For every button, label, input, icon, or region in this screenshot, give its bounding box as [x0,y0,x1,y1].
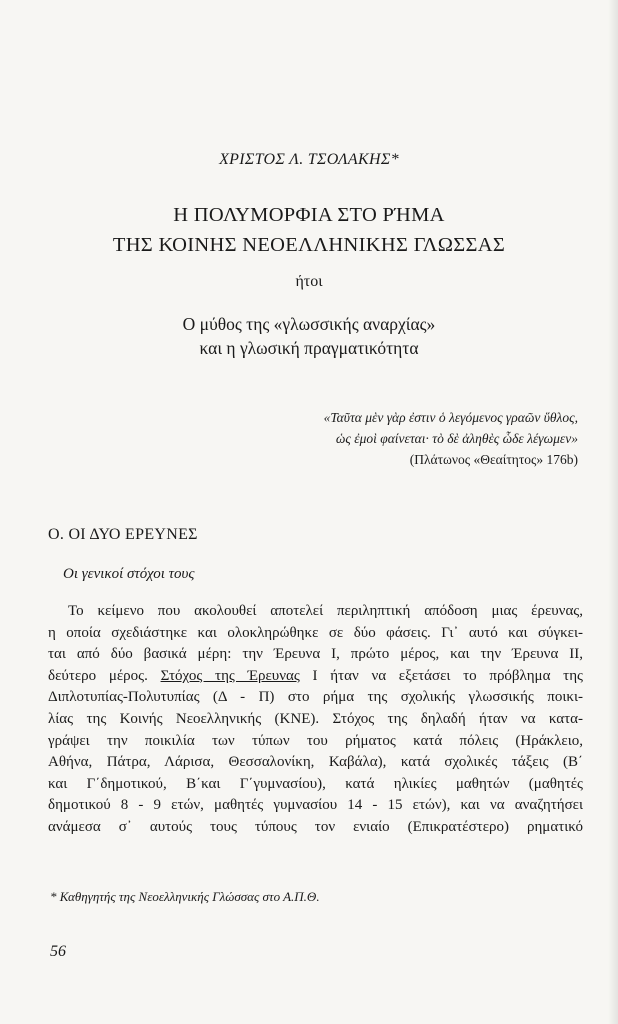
epigraph-line-2: ὡς ἐμοὶ φαίνεται· τὸ δὲ ἀληθὲς ὧδε λέγωμεν» [335,431,578,446]
body-line: γράψει την ποικιλία των τύπων του ρήματος κατά πόλεις (Ηράκλειο, [48,732,583,749]
body-line: δημοτικού 8 - 9 ετών, μαθητές γυμνασίου 14 - 15 ετών), και να αναζητήσει [48,797,583,814]
epigraph-source: (Πλάτωνος «Θεαίτητος» 176b) [409,452,578,467]
section-subheading: Οι γενικοί στόχοι τους [63,566,195,582]
body-line: Διπλοτυπίας-Πολυτυπίας (Δ - Π) στο ρήμα της σχολικής γλωσσικής ποικι- [48,689,583,706]
article-title [0,200,618,260]
body-text-segment: Ι ήταν να εξετάσει το πρόβλημα της [299,667,583,684]
page-number: 56 [50,943,66,960]
epigraph [324,407,578,470]
title-line-1: Η ΠΟΛΥΜΟΡΦΙΑ ΣΤΟ ΡΉΜΑ [173,204,445,226]
body-line: Το κείμενο που ακολουθεί αποτελεί περιληπτική απόδοση μιας έρευνας, [68,603,583,619]
author-name: ΧΡΙΣΤΟΣ Λ. ΤΣΟΛΑΚΗΣ* [219,151,399,168]
body-line: ανάμεσα σ᾿ αυτούς τους τύπους τον ενιαίο (Επικρατέστερο) ρηματικό [48,818,583,835]
title-connector: ήτοι [295,273,323,290]
body-line: λίας της Κοινής Νεοελληνικής (ΚΝΕ). Στόχος της δηλαδή ήταν να κατα- [48,710,583,727]
article-subtitle [0,312,618,360]
subtitle-line-2: και η γλωσική πραγματικότητα [199,338,419,358]
body-line: και Γ΄δημοτικού, Β΄και Γ΄γυμνασίου), κατά ηλικίες μαθητών (μαθητές [48,775,583,792]
body-text-segment: δεύτερο μέρος. [48,667,161,684]
epigraph-line-1: «Ταῦτα μὲν γὰρ ἐστιν ὁ λεγόμενος γραῶν ὕθλος, [323,410,578,425]
body-paragraph [48,601,583,839]
underlined-phrase: Στόχος της Έρευνας [160,667,300,684]
footnote: * Καθηγητής της Νεοελληνικής Γλώσσας στο Α.Π.Θ. [50,889,320,904]
title-line-2: ΤΗΣ ΚΟΙΝΗΣ ΝΕΟΕΛΛΗΝΙΚΗΣ ΓΛΩΣΣΑΣ [112,234,506,256]
body-line: ται από δύο βασικά μέρη: την Έρευνα Ι, πρώτο μέρος, και την Έρευνα ΙΙ, [48,646,583,663]
section-heading: Ο. ΟΙ ΔΥΟ ΕΡΕΥΝΕΣ [48,526,198,543]
body-line: Αθήνα, Πάτρα, Λάρισα, Θεσσαλονίκη, Καβάλα), κατά σχολικές τάξεις (Β΄ [48,754,583,771]
subtitle-line-1: Ο μύθος της «γλωσσικής αναρχίας» [182,314,436,334]
body-line [48,666,583,688]
body-line: η οποία σχεδιάστηκε και ολοκληρώθηκε σε δύο φάσεις. Γι᾿ αυτό και σύγκει- [48,624,583,641]
